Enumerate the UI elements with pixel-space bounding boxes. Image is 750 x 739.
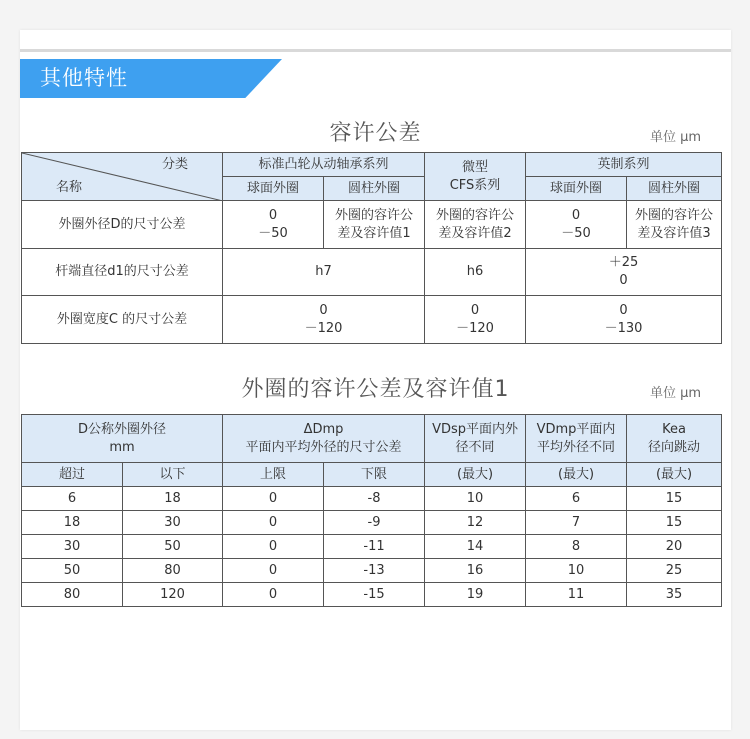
kea-cell: 15	[627, 511, 722, 535]
upper-cell: 0	[223, 535, 324, 559]
inch-series-header: 英制系列	[526, 153, 722, 177]
d-nominal-header: D公称外圈外径 mm	[22, 415, 223, 463]
standard-series-header: 标准凸轮从动轴承系列	[223, 153, 425, 177]
row-name: 外圈外径D的尺寸公差	[22, 201, 223, 249]
upto-cell: 120	[123, 583, 223, 607]
inch-value: 0 －130	[526, 296, 722, 344]
upto-cell: 80	[123, 559, 223, 583]
upto-header: 以下	[123, 463, 223, 487]
tolerance-unit-label: 单位 μm	[650, 130, 702, 145]
corner-header-cell	[22, 153, 223, 201]
lower-limit-header: 下限	[324, 463, 425, 487]
lower-cell: -11	[324, 535, 425, 559]
tolerance-table	[21, 152, 722, 344]
table-row	[22, 559, 722, 583]
table-row	[22, 487, 722, 511]
kea-max-header: (最大)	[627, 463, 722, 487]
upto-cell: 30	[123, 511, 223, 535]
vdsp-cell: 19	[425, 583, 526, 607]
corner-category-label: 分类	[161, 157, 188, 172]
tolerance-section-title: 容许公差	[329, 121, 422, 146]
std-sphere-value: 0 －50	[223, 201, 324, 249]
row-name: 杆端直径d1的尺寸公差	[22, 249, 223, 296]
vdmp-cell: 10	[526, 559, 627, 583]
table-row	[22, 249, 722, 296]
lower-cell: -9	[324, 511, 425, 535]
std-cylinder-value: 外圈的容许公 差及容许值1	[324, 201, 425, 249]
diagonal-divider	[22, 153, 223, 201]
vdsp-cell: 10	[425, 487, 526, 511]
vdmp-header: VDmp平面内 平均外径不同	[526, 415, 627, 463]
lower-cell: -15	[324, 583, 425, 607]
micro-value: 0 －120	[425, 296, 526, 344]
over-cell: 80	[22, 583, 123, 607]
upper-cell: 0	[223, 583, 324, 607]
micro-value: 外圈的容许公 差及容许值2	[425, 201, 526, 249]
vdmp-cell: 7	[526, 511, 627, 535]
upto-cell: 18	[123, 487, 223, 511]
over-cell: 30	[22, 535, 123, 559]
vdmp-cell: 8	[526, 535, 627, 559]
vdmp-cell: 6	[526, 487, 627, 511]
inch-cylinder-outer-header: 圆柱外圈	[627, 177, 722, 201]
micro-series-header: 微型 CFS系列	[425, 153, 526, 201]
kea-header: Kea 径向跳动	[627, 415, 722, 463]
vdsp-cell: 12	[425, 511, 526, 535]
table-row	[22, 296, 722, 344]
upper-cell: 0	[223, 559, 324, 583]
inch-sphere-value: 0 －50	[526, 201, 627, 249]
row-name: 外圈宽度C 的尺寸公差	[22, 296, 223, 344]
top-divider	[20, 49, 731, 52]
over-header: 超过	[22, 463, 123, 487]
vdsp-cell: 14	[425, 535, 526, 559]
lower-cell: -8	[324, 487, 425, 511]
content-card	[20, 30, 731, 730]
outer-ring-unit-label: 单位 μm	[650, 386, 702, 401]
over-cell: 18	[22, 511, 123, 535]
upper-limit-header: 上限	[223, 463, 324, 487]
kea-cell: 20	[627, 535, 722, 559]
table-row	[22, 535, 722, 559]
outer-ring-section-title: 外圈的容许公差及容许值1	[241, 377, 510, 402]
kea-cell: 15	[627, 487, 722, 511]
micro-value: h6	[425, 249, 526, 296]
table-row	[22, 583, 722, 607]
banner-title: 其他特性	[40, 66, 128, 90]
table-row	[22, 511, 722, 535]
std-value: 0 －120	[223, 296, 425, 344]
over-cell: 50	[22, 559, 123, 583]
inch-sphere-outer-header: 球面外圈	[526, 177, 627, 201]
corner-name-label: 名称	[56, 180, 83, 195]
kea-cell: 25	[627, 559, 722, 583]
table-row	[22, 201, 722, 249]
cylinder-outer-header: 圆柱外圈	[324, 177, 425, 201]
upto-cell: 50	[123, 535, 223, 559]
vdmp-cell: 11	[526, 583, 627, 607]
inch-value: ＋25 0	[526, 249, 722, 296]
lower-cell: -13	[324, 559, 425, 583]
vdsp-header: VDsp平面内外 径不同	[425, 415, 526, 463]
vdmp-max-header: (最大)	[526, 463, 627, 487]
std-value: h7	[223, 249, 425, 296]
inch-cylinder-value: 外圈的容许公 差及容许值3	[627, 201, 722, 249]
sphere-outer-header: 球面外圈	[223, 177, 324, 201]
vdsp-cell: 16	[425, 559, 526, 583]
delta-dmp-header: ΔDmp 平面内平均外径的尺寸公差	[223, 415, 425, 463]
upper-cell: 0	[223, 487, 324, 511]
outer-ring-table	[21, 414, 722, 607]
kea-cell: 35	[627, 583, 722, 607]
vdsp-max-header: (最大)	[425, 463, 526, 487]
over-cell: 6	[22, 487, 123, 511]
upper-cell: 0	[223, 511, 324, 535]
